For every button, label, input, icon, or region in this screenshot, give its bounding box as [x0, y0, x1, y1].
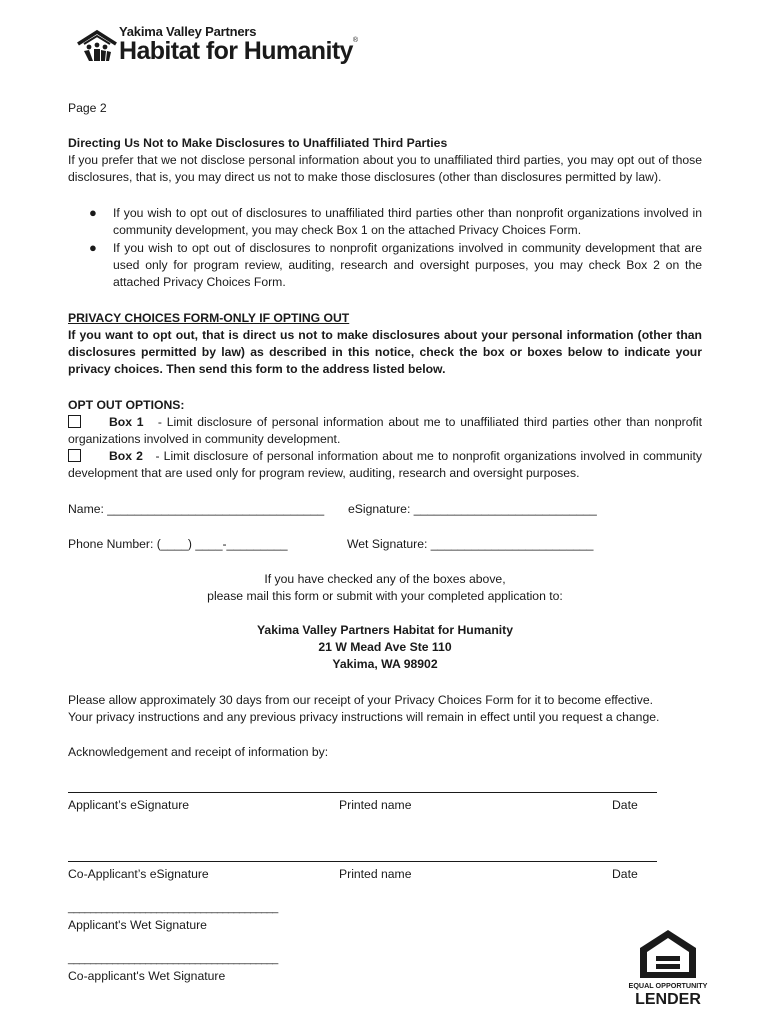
applicant-wet-signature-label: Applicant's Wet Signature — [68, 918, 207, 932]
habitat-logo-icon — [76, 30, 118, 69]
mail-instruction-line1: If you have checked any of the boxes above, — [264, 572, 506, 586]
coapplicant-signature-line[interactable] — [68, 861, 657, 862]
mail-org: Yakima Valley Partners Habitat for Humanity — [256, 623, 514, 637]
form-intro: If you want to opt out, that is direct us not to make disclosures about your personal information (other than disclosures permitted by law) as described in this notice, check the box or boxes below to indicate your privacy choices. Then send this form to the address listed below. — [68, 328, 702, 376]
coapplicant-esignature-label: Co-Applicant’s eSignature — [68, 867, 209, 881]
box2-text: - Limit disclosure of personal information about me to nonprofit organizations involved in community development that are used only for program review, auditing, research and oversight purposes. — [68, 449, 702, 480]
org-name-big-text: Habitat for Humanity — [119, 37, 353, 65]
bullet-icon: ● — [89, 240, 97, 255]
notice-line2: Your privacy instructions and any previous privacy instructions will remain in effect until you request a change. — [68, 710, 660, 724]
coapplicant-wet-signature-label: Co-applicant's Wet Signature — [68, 969, 226, 983]
wet-signature-field[interactable]: Wet Signature: ________________________ — [347, 537, 594, 551]
mail-city: Yakima, WA 98902 — [332, 657, 438, 671]
ack-heading: Acknowledgement and receipt of information by: — [68, 745, 329, 759]
notice-line1: Please allow approximately 30 days from our receipt of your Privacy Choices Form for it to become effective. — [68, 693, 654, 707]
printed-name-label: Printed name — [339, 798, 412, 812]
form-heading: PRIVACY CHOICES FORM-ONLY IF OPTING OUT — [68, 311, 350, 325]
equal-housing-lender-logo — [628, 928, 708, 1013]
eol-line2: LENDER — [635, 991, 701, 1008]
section-paragraph: If you prefer that we not disclose personal information about you to unaffiliated third parties, you may opt out of those disclosures, that is, you may direct us not to make those disclosures (other than disclosures permitted by law). — [68, 153, 702, 184]
box1-label: Box 1 — [109, 415, 144, 429]
page-label: Page 2 — [68, 101, 107, 115]
section-heading: Directing Us Not to Make Disclosures to Unaffiliated Third Parties — [68, 136, 448, 150]
bullet-item: If you wish to opt out of disclosures to nonprofit organizations involved in community development that are used only for program review, auditing, research and oversight purposes, you may check Box 2 on the attached Privacy Choices Form. — [113, 241, 702, 289]
org-name-small: Yakima Valley Partners — [119, 24, 257, 39]
box1-text: - Limit disclosure of personal information about me to unaffiliated third parties other than nonprofit organizations involved in community development. — [68, 415, 702, 446]
mail-street: 21 W Mead Ave Ste 110 — [318, 640, 452, 654]
options-heading: OPT OUT OPTIONS: — [68, 398, 185, 412]
bullet-item: If you wish to opt out of disclosures to unaffiliated third parties other than nonprofit organizations involved in community development, you may check Box 1 on the attached Privacy Choices Form. — [113, 206, 702, 237]
mail-instruction-line2: please mail this form or submit with your completed application to: — [207, 589, 563, 603]
equal-housing-icon — [628, 928, 708, 1008]
printed-name-label: Printed name — [339, 867, 412, 881]
applicant-esignature-label: Applicant’s eSignature — [68, 798, 190, 812]
trademark-symbol: ® — [352, 37, 358, 44]
phone-field[interactable]: Phone Number: (____) ____-_________ — [68, 537, 288, 551]
applicant-signature-line[interactable] — [68, 792, 657, 793]
coapplicant-wet-signature-line[interactable]: ______________________________________ — [68, 953, 278, 965]
applicant-wet-signature-line[interactable]: ______________________________________ — [68, 902, 278, 914]
date-label: Date — [612, 798, 638, 812]
box2-option — [68, 448, 702, 482]
bullet-icon: ● — [89, 205, 97, 220]
esignature-field[interactable]: eSignature: ___________________________ — [348, 502, 597, 516]
name-field[interactable]: Name: ________________________________ — [68, 502, 325, 516]
org-name-big — [119, 37, 357, 66]
box2-label: Box 2 — [109, 449, 143, 463]
eol-line1: EQUAL OPPORTUNITY — [628, 981, 708, 990]
box1-option — [68, 414, 702, 448]
date-label: Date — [612, 867, 638, 881]
